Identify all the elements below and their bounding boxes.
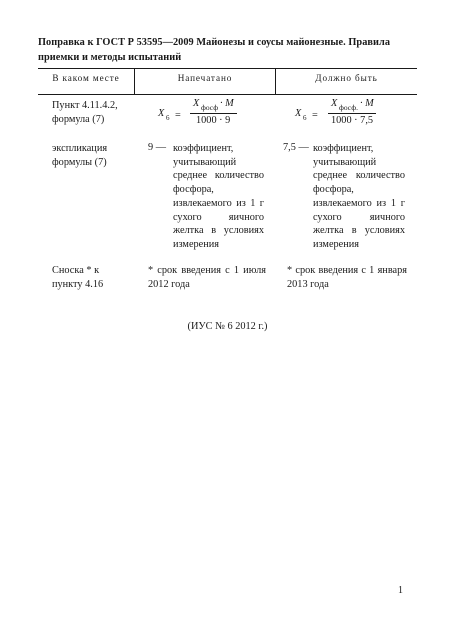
table-row-place: Пункт 4.11.4.2, формула (7) — [52, 100, 118, 125]
correct-coef: 7,5 — — [283, 142, 309, 153]
printed-formula: X 6 = X фосф · M 1000 · 9 — [150, 98, 275, 138]
printed-explication: коэффициент, учитывающий среднее количество фосфора, извлекаемого из 1 г сухого яичного желтка в условиях измерения — [173, 143, 264, 250]
table-row-place: Сноска * к пункту 4.16 — [52, 265, 104, 290]
printed-coef: 9 — — [148, 142, 167, 153]
table-row-place: экспликация формулы (7) — [52, 143, 108, 168]
document-title: Поправка к ГОСТ Р 53595—2009 Майонезы и соусы майонезные. Правила приемки и методы испытаний — [38, 37, 391, 63]
header-correct: Должно быть — [315, 73, 378, 83]
header-place: В каком месте — [52, 73, 120, 83]
correct-explication: коэффициент, учитывающий среднее количество фосфора, извлекаемого из 1 г сухого яичного желтка в условиях измерения — [313, 143, 405, 250]
issue-reference: (ИУС № 6 2012 г.) — [187, 321, 268, 332]
correct-formula: X 6 = X фосф. · M 1000 · 7,5 — [287, 98, 417, 138]
table-header-rule — [38, 94, 417, 95]
page-number: 1 — [398, 585, 403, 596]
header-printed: Напечатано — [177, 73, 233, 83]
correct-footnote: * срок введения с 1 января 2013 года — [287, 265, 407, 290]
printed-footnote: * срок введения с 1 июля 2012 года — [148, 265, 266, 290]
table-top-rule — [38, 68, 417, 69]
